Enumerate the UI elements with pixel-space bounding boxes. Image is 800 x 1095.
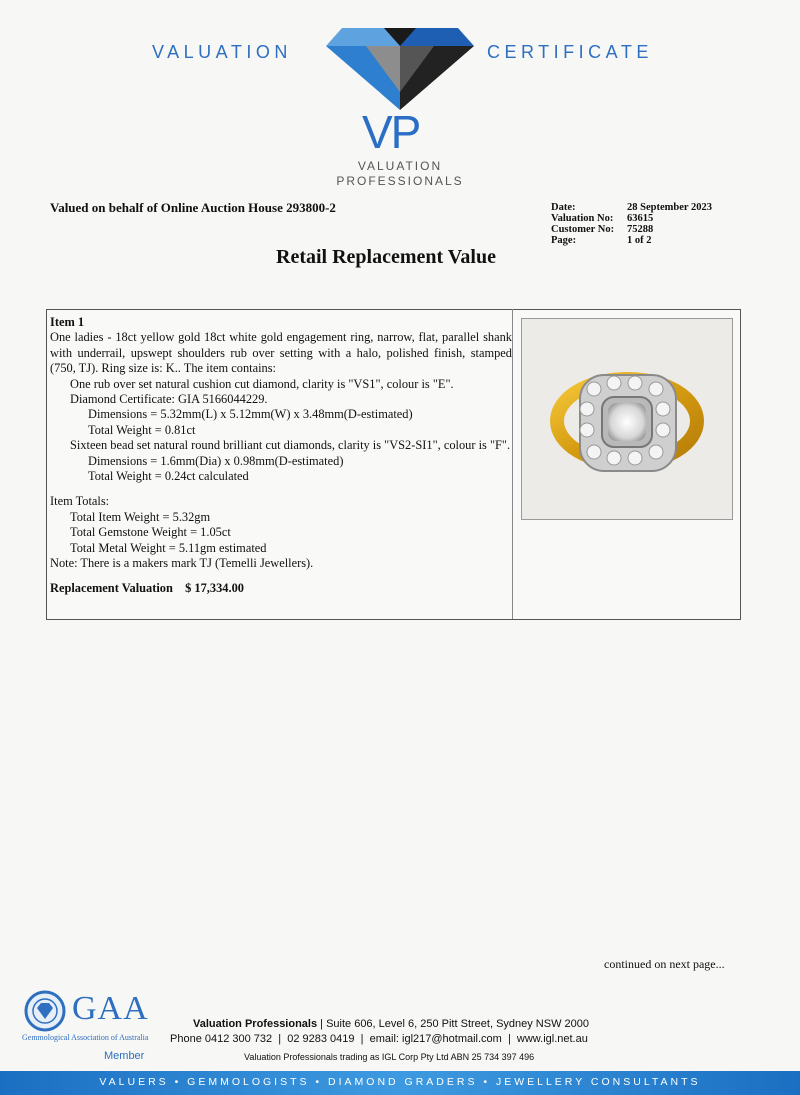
valuation-no-label: Valuation No:	[551, 213, 614, 224]
certificate-line: Diamond Certificate: GIA 5166044229.	[70, 392, 268, 407]
center-dimensions-line: Dimensions = 5.32mm(L) x 5.12mm(W) x 3.48mm(D-estimated)	[88, 407, 413, 422]
meta-values	[627, 202, 712, 246]
member-label: Member	[104, 1050, 145, 1062]
replacement-valuation	[50, 581, 512, 596]
continued-note: continued on next page...	[604, 957, 725, 971]
gaa-seal-icon	[24, 990, 66, 1032]
page-value: 1 of 2	[627, 235, 652, 246]
customer-no-value: 75288	[627, 224, 654, 235]
logo-line-professionals: PROFESSIONALS	[336, 174, 464, 188]
footer-company: Valuation Professionals	[193, 1018, 318, 1030]
ring-image-icon	[522, 319, 732, 519]
logo-line-valuation: VALUATION	[357, 159, 443, 173]
vp-initials: VP	[362, 106, 420, 158]
replacement-value: $ 17,334.00	[185, 580, 244, 595]
footer-bar-text: VALUERS • GEMMOLOGISTS • DIAMOND GRADERS • JEWELLERY CONSULTANTS	[99, 1076, 701, 1088]
item-totals-heading: Item Totals:	[50, 494, 110, 509]
gaa-subtitle: Gemmological Association of Australia	[22, 1033, 149, 1042]
box-divider	[512, 309, 513, 619]
total-item-weight: Total Item Weight = 5.32gm	[70, 509, 211, 524]
item-description: One ladies - 18ct yellow gold 18ct white gold engagement ring, narrow, flat, parallel shank with underrail, upswept shoulders rub over setting with a halo, polished finish, stamped (750, TJ). Ring size is: K.. The item contains:	[50, 330, 512, 376]
footer-address	[193, 1018, 589, 1030]
makers-mark-note: Note: There is a makers mark TJ (Temelli Jewellers).	[50, 556, 314, 571]
header-valuation-word: VALUATION	[152, 42, 292, 62]
footer-address-text: | Suite 606, Level 6, 250 Pitt Street, Sydney NSW 2000	[320, 1018, 590, 1030]
center-stone-line: One rub over set natural cushion cut diamond, clarity is "VS1", colour is "E".	[70, 376, 454, 391]
replacement-label: Replacement Valuation	[50, 580, 173, 595]
footer-trading: Valuation Professionals trading as IGL Corp Pty Ltd ABN 25 734 397 496	[244, 1052, 535, 1062]
meta-labels	[551, 202, 614, 246]
date-value: 28 September 2023	[627, 202, 712, 213]
valued-on-behalf: Valued on behalf of Online Auction House 293800-2	[50, 200, 336, 215]
center-weight-line: Total Weight = 0.81ct	[88, 422, 196, 437]
ring-photo	[521, 318, 733, 520]
page-label: Page:	[551, 235, 577, 246]
page-title: Retail Replacement Value	[276, 246, 496, 268]
valuation-no-value: 63615	[627, 213, 654, 224]
header-certificate-word: CERTIFICATE	[487, 42, 653, 62]
item-heading: Item 1	[50, 315, 85, 329]
footer-contact: Phone 0412 300 732 | 02 9283 0419 | email: igl217@hotmail.com | www.igl.net.au	[170, 1033, 588, 1045]
gaa-logo-text: GAA	[72, 990, 149, 1027]
date-label: Date:	[551, 202, 576, 213]
halo-stones-line: Sixteen bead set natural round brilliant cut diamonds, clarity is "VS2-SI1", colour is "F".	[70, 438, 511, 453]
customer-no-label: Customer No:	[551, 224, 615, 235]
halo-weight-line: Total Weight = 0.24ct calculated	[88, 469, 249, 484]
total-gemstone-weight: Total Gemstone Weight = 1.05ct	[70, 525, 231, 540]
halo-dimensions-line: Dimensions = 1.6mm(Dia) x 0.98mm(D-estimated)	[88, 453, 344, 468]
diamond-logo-icon	[326, 22, 474, 112]
item-details	[50, 315, 512, 596]
total-metal-weight: Total Metal Weight = 5.11gm estimated	[70, 540, 267, 555]
